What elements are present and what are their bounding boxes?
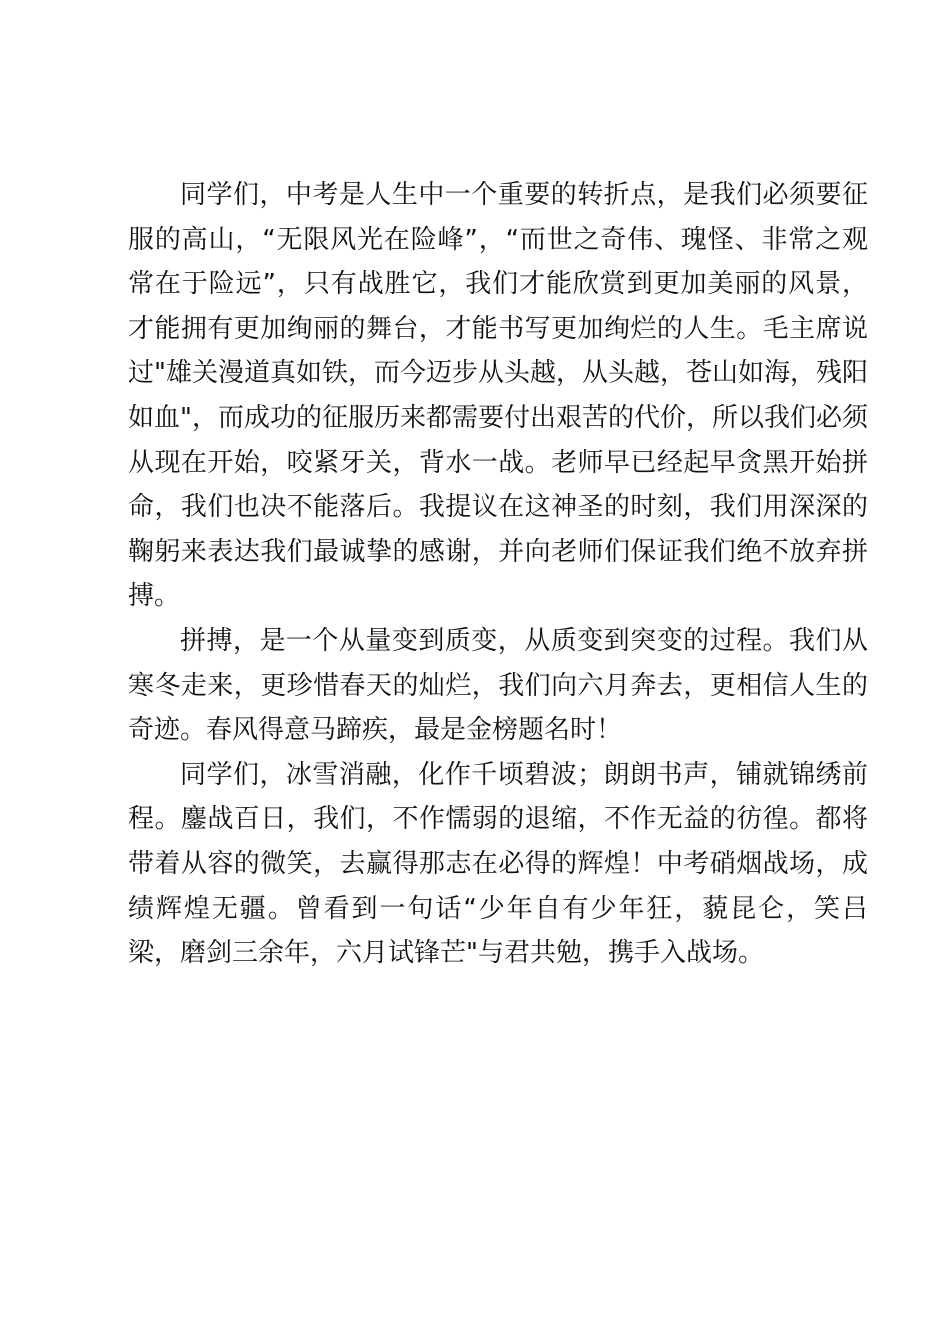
document-page [128, 173, 868, 976]
paragraph-1: 同学们，中考是人生中一个重要的转折点，是我们必须要征服的高山，“无限风光在险峰”，“而世之奇伟、瑰怪、非常之观常在于险远”，只有战胜它，我们才能欣赏到更加美丽的风景，才能拥有更加绚丽的舞台，才能书写更加绚烂的人生。毛主席说过"雄关漫道真如铁，而今迈步从头越，从头越，苍山如海，残阳如血"，而成功的征服历来都需要付出艰苦的代价，所以我们必须从现在开始，咬紧牙关，背水一战。老师早已经起早贪黑开始拼命，我们也决不能落后。我提议在这神圣的时刻，我们用深深的鞠躬来表达我们最诚挚的感谢，并向老师们保证我们绝不放弃拼搏。 [128, 180, 868, 612]
paragraph-3: 同学们，冰雪消融，化作千顷碧波；朗朗书声，铺就锦绣前程。鏖战百日，我们，不作懦弱的退缩，不作无益的彷徨。都将带着从容的微笑，去赢得那志在必得的辉煌！中考硝烟战场，成绩辉煌无疆。曾看到一句话“少年自有少年狂，藐昆仑，笑吕梁，磨剑三余年，六月试锋芒"与君共勉，携手入战场。 [128, 759, 868, 969]
paragraph-2: 拼搏，是一个从量变到质变，从质变到突变的过程。我们从寒冬走来，更珍惜春天的灿烂，我们向六月奔去，更相信人生的奇迹。春风得意马蹄疾，最是金榜题名时！ [128, 625, 868, 746]
